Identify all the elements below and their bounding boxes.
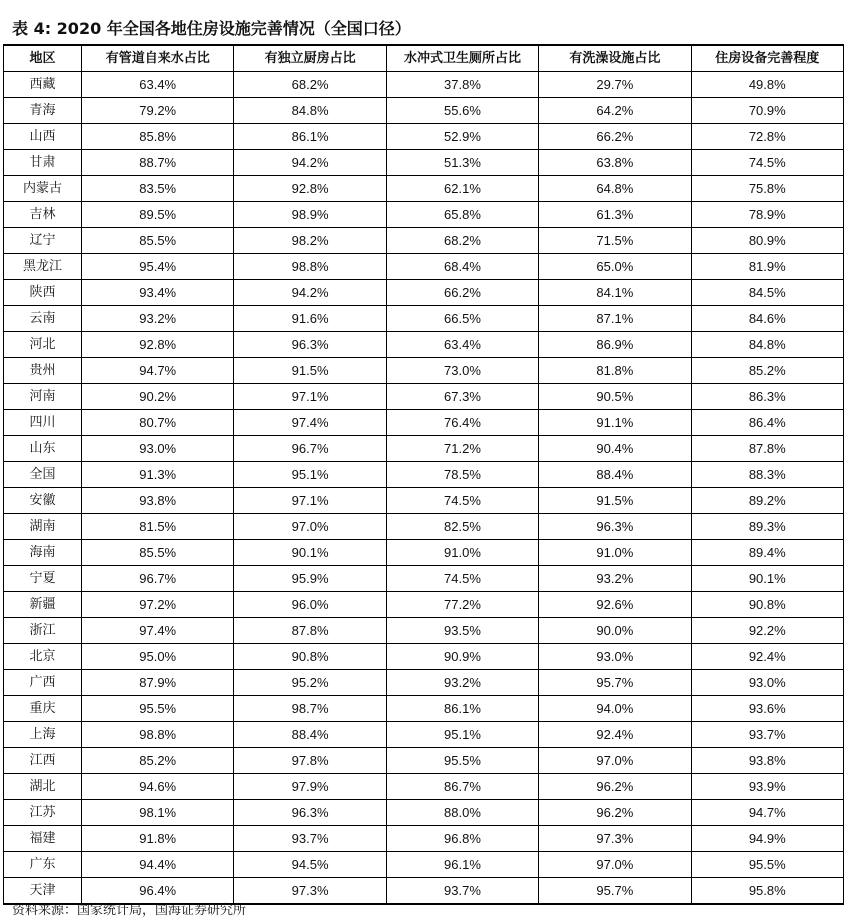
flush-toilet-cell: 65.8% (386, 202, 538, 228)
table-row (4, 150, 844, 176)
flush-toilet-cell: 67.3% (386, 384, 538, 410)
completeness-cell: 75.8% (691, 176, 843, 202)
region-cell: 江西 (4, 748, 82, 774)
flush-toilet-cell: 71.2% (386, 436, 538, 462)
flush-toilet-cell: 37.8% (386, 72, 538, 98)
flush-toilet-cell: 91.0% (386, 540, 538, 566)
completeness-cell: 89.4% (691, 540, 843, 566)
table-row (4, 462, 844, 488)
table-row (4, 72, 844, 98)
flush-toilet-cell: 52.9% (386, 124, 538, 150)
bathing-cell: 95.7% (539, 878, 691, 905)
completeness-cell: 86.3% (691, 384, 843, 410)
kitchen-cell: 97.1% (234, 488, 386, 514)
flush-toilet-cell: 68.2% (386, 228, 538, 254)
flush-toilet-cell: 68.4% (386, 254, 538, 280)
table-row (4, 540, 844, 566)
bathing-cell: 91.5% (539, 488, 691, 514)
region-cell: 浙江 (4, 618, 82, 644)
completeness-cell: 49.8% (691, 72, 843, 98)
piped-water-cell: 93.0% (82, 436, 234, 462)
completeness-cell: 93.0% (691, 670, 843, 696)
table-row (4, 748, 844, 774)
completeness-cell: 85.2% (691, 358, 843, 384)
region-cell: 福建 (4, 826, 82, 852)
kitchen-cell: 98.2% (234, 228, 386, 254)
table-row (4, 852, 844, 878)
bathing-cell: 97.3% (539, 826, 691, 852)
bathing-cell: 29.7% (539, 72, 691, 98)
table-row (4, 774, 844, 800)
completeness-cell: 94.9% (691, 826, 843, 852)
completeness-cell: 74.5% (691, 150, 843, 176)
piped-water-cell: 95.5% (82, 696, 234, 722)
bathing-cell: 66.2% (539, 124, 691, 150)
piped-water-cell: 85.8% (82, 124, 234, 150)
bathing-cell: 93.2% (539, 566, 691, 592)
piped-water-cell: 98.8% (82, 722, 234, 748)
piped-water-cell: 93.4% (82, 280, 234, 306)
kitchen-cell: 95.1% (234, 462, 386, 488)
bathing-cell: 97.0% (539, 748, 691, 774)
bathing-cell: 90.5% (539, 384, 691, 410)
table-row (4, 254, 844, 280)
table-header (4, 45, 844, 72)
region-cell: 江苏 (4, 800, 82, 826)
flush-toilet-cell: 55.6% (386, 98, 538, 124)
region-cell: 山西 (4, 124, 82, 150)
table-row (4, 410, 844, 436)
region-cell: 内蒙古 (4, 176, 82, 202)
completeness-cell: 88.3% (691, 462, 843, 488)
table-row (4, 826, 844, 852)
region-cell: 安徽 (4, 488, 82, 514)
completeness-cell: 90.8% (691, 592, 843, 618)
kitchen-cell: 93.7% (234, 826, 386, 852)
piped-water-cell: 63.4% (82, 72, 234, 98)
kitchen-cell: 94.2% (234, 150, 386, 176)
kitchen-cell: 97.9% (234, 774, 386, 800)
region-cell: 河北 (4, 332, 82, 358)
flush-toilet-cell: 95.1% (386, 722, 538, 748)
completeness-cell: 92.2% (691, 618, 843, 644)
bathing-cell: 64.8% (539, 176, 691, 202)
piped-water-cell: 85.5% (82, 228, 234, 254)
table-row (4, 98, 844, 124)
kitchen-cell: 90.8% (234, 644, 386, 670)
kitchen-cell: 97.8% (234, 748, 386, 774)
region-cell: 黑龙江 (4, 254, 82, 280)
flush-toilet-cell: 86.7% (386, 774, 538, 800)
kitchen-cell: 87.8% (234, 618, 386, 644)
region-cell: 四川 (4, 410, 82, 436)
flush-toilet-cell: 51.3% (386, 150, 538, 176)
completeness-cell: 86.4% (691, 410, 843, 436)
kitchen-cell: 97.1% (234, 384, 386, 410)
kitchen-cell: 91.6% (234, 306, 386, 332)
piped-water-cell: 91.3% (82, 462, 234, 488)
bathing-cell: 65.0% (539, 254, 691, 280)
bathing-cell: 71.5% (539, 228, 691, 254)
kitchen-cell: 97.0% (234, 514, 386, 540)
completeness-cell: 70.9% (691, 98, 843, 124)
completeness-cell: 94.7% (691, 800, 843, 826)
table-row (4, 592, 844, 618)
bathing-cell: 91.1% (539, 410, 691, 436)
column-header-region: 地区 (4, 45, 82, 72)
piped-water-cell: 79.2% (82, 98, 234, 124)
bathing-cell: 96.3% (539, 514, 691, 540)
completeness-cell: 92.4% (691, 644, 843, 670)
bathing-cell: 96.2% (539, 774, 691, 800)
column-header-piped-water: 有管道自来水占比 (82, 45, 234, 72)
completeness-cell: 90.1% (691, 566, 843, 592)
flush-toilet-cell: 74.5% (386, 488, 538, 514)
kitchen-cell: 86.1% (234, 124, 386, 150)
completeness-cell: 84.6% (691, 306, 843, 332)
kitchen-cell: 88.4% (234, 722, 386, 748)
completeness-cell: 87.8% (691, 436, 843, 462)
table-row (4, 618, 844, 644)
table-title: 表 4: 2020 年全国各地住房设施完善情况（全国口径） (12, 19, 411, 38)
piped-water-cell: 89.5% (82, 202, 234, 228)
bathing-cell: 95.7% (539, 670, 691, 696)
region-cell: 甘肃 (4, 150, 82, 176)
table-row (4, 722, 844, 748)
bathing-cell: 92.6% (539, 592, 691, 618)
flush-toilet-cell: 62.1% (386, 176, 538, 202)
kitchen-cell: 98.8% (234, 254, 386, 280)
completeness-cell: 72.8% (691, 124, 843, 150)
kitchen-cell: 96.3% (234, 800, 386, 826)
kitchen-cell: 97.3% (234, 878, 386, 905)
column-header-completeness: 住房设备完善程度 (691, 45, 843, 72)
flush-toilet-cell: 74.5% (386, 566, 538, 592)
region-cell: 云南 (4, 306, 82, 332)
flush-toilet-cell: 66.5% (386, 306, 538, 332)
bathing-cell: 61.3% (539, 202, 691, 228)
flush-toilet-cell: 88.0% (386, 800, 538, 826)
piped-water-cell: 83.5% (82, 176, 234, 202)
piped-water-cell: 81.5% (82, 514, 234, 540)
kitchen-cell: 90.1% (234, 540, 386, 566)
piped-water-cell: 97.4% (82, 618, 234, 644)
column-header-bathing: 有洗澡设施占比 (539, 45, 691, 72)
flush-toilet-cell: 77.2% (386, 592, 538, 618)
flush-toilet-cell: 93.2% (386, 670, 538, 696)
bathing-cell: 92.4% (539, 722, 691, 748)
piped-water-cell: 90.2% (82, 384, 234, 410)
completeness-cell: 84.5% (691, 280, 843, 306)
flush-toilet-cell: 78.5% (386, 462, 538, 488)
piped-water-cell: 85.5% (82, 540, 234, 566)
kitchen-cell: 92.8% (234, 176, 386, 202)
region-cell: 天津 (4, 878, 82, 905)
piped-water-cell: 96.4% (82, 878, 234, 905)
piped-water-cell: 98.1% (82, 800, 234, 826)
region-cell: 上海 (4, 722, 82, 748)
bathing-cell: 64.2% (539, 98, 691, 124)
piped-water-cell: 92.8% (82, 332, 234, 358)
table-row (4, 124, 844, 150)
region-cell: 湖南 (4, 514, 82, 540)
table-row (4, 228, 844, 254)
table-row (4, 436, 844, 462)
completeness-cell: 93.8% (691, 748, 843, 774)
bathing-cell: 86.9% (539, 332, 691, 358)
region-cell: 贵州 (4, 358, 82, 384)
completeness-cell: 89.2% (691, 488, 843, 514)
kitchen-cell: 98.7% (234, 696, 386, 722)
piped-water-cell: 97.2% (82, 592, 234, 618)
region-cell: 陕西 (4, 280, 82, 306)
region-cell: 青海 (4, 98, 82, 124)
region-cell: 广西 (4, 670, 82, 696)
piped-water-cell: 96.7% (82, 566, 234, 592)
region-cell: 重庆 (4, 696, 82, 722)
bathing-cell: 81.8% (539, 358, 691, 384)
piped-water-cell: 80.7% (82, 410, 234, 436)
piped-water-cell: 87.9% (82, 670, 234, 696)
completeness-cell: 84.8% (691, 332, 843, 358)
bathing-cell: 63.8% (539, 150, 691, 176)
bathing-cell: 90.0% (539, 618, 691, 644)
piped-water-cell: 95.4% (82, 254, 234, 280)
kitchen-cell: 94.2% (234, 280, 386, 306)
table-row (4, 644, 844, 670)
region-cell: 宁夏 (4, 566, 82, 592)
kitchen-cell: 96.7% (234, 436, 386, 462)
region-cell: 吉林 (4, 202, 82, 228)
bathing-cell: 96.2% (539, 800, 691, 826)
kitchen-cell: 94.5% (234, 852, 386, 878)
piped-water-cell: 94.6% (82, 774, 234, 800)
table-row (4, 384, 844, 410)
bathing-cell: 90.4% (539, 436, 691, 462)
piped-water-cell: 95.0% (82, 644, 234, 670)
piped-water-cell: 88.7% (82, 150, 234, 176)
column-header-kitchen: 有独立厨房占比 (234, 45, 386, 72)
bathing-cell: 93.0% (539, 644, 691, 670)
region-cell: 北京 (4, 644, 82, 670)
flush-toilet-cell: 93.7% (386, 878, 538, 905)
completeness-cell: 93.9% (691, 774, 843, 800)
flush-toilet-cell: 82.5% (386, 514, 538, 540)
piped-water-cell: 94.7% (82, 358, 234, 384)
region-cell: 全国 (4, 462, 82, 488)
kitchen-cell: 96.0% (234, 592, 386, 618)
table-row (4, 488, 844, 514)
table-row (4, 358, 844, 384)
flush-toilet-cell: 95.5% (386, 748, 538, 774)
table-row (4, 202, 844, 228)
completeness-cell: 95.5% (691, 852, 843, 878)
completeness-cell: 81.9% (691, 254, 843, 280)
flush-toilet-cell: 63.4% (386, 332, 538, 358)
kitchen-cell: 96.3% (234, 332, 386, 358)
kitchen-cell: 68.2% (234, 72, 386, 98)
completeness-cell: 93.7% (691, 722, 843, 748)
completeness-cell: 93.6% (691, 696, 843, 722)
kitchen-cell: 95.2% (234, 670, 386, 696)
column-header-flush-toilet: 水冲式卫生厕所占比 (386, 45, 538, 72)
region-cell: 辽宁 (4, 228, 82, 254)
flush-toilet-cell: 93.5% (386, 618, 538, 644)
region-cell: 海南 (4, 540, 82, 566)
table-row (4, 306, 844, 332)
bathing-cell: 84.1% (539, 280, 691, 306)
table-row (4, 176, 844, 202)
region-cell: 湖北 (4, 774, 82, 800)
header-row (4, 45, 844, 72)
flush-toilet-cell: 96.1% (386, 852, 538, 878)
flush-toilet-cell: 90.9% (386, 644, 538, 670)
completeness-cell: 80.9% (691, 228, 843, 254)
piped-water-cell: 93.2% (82, 306, 234, 332)
kitchen-cell: 84.8% (234, 98, 386, 124)
table-row (4, 800, 844, 826)
flush-toilet-cell: 66.2% (386, 280, 538, 306)
bathing-cell: 94.0% (539, 696, 691, 722)
kitchen-cell: 91.5% (234, 358, 386, 384)
piped-water-cell: 91.8% (82, 826, 234, 852)
table-row (4, 514, 844, 540)
table-row (4, 332, 844, 358)
table-row (4, 670, 844, 696)
flush-toilet-cell: 96.8% (386, 826, 538, 852)
flush-toilet-cell: 86.1% (386, 696, 538, 722)
completeness-cell: 89.3% (691, 514, 843, 540)
table-row (4, 566, 844, 592)
bathing-cell: 97.0% (539, 852, 691, 878)
completeness-cell: 95.8% (691, 878, 843, 905)
completeness-cell: 78.9% (691, 202, 843, 228)
kitchen-cell: 97.4% (234, 410, 386, 436)
region-cell: 广东 (4, 852, 82, 878)
flush-toilet-cell: 76.4% (386, 410, 538, 436)
piped-water-cell: 93.8% (82, 488, 234, 514)
bathing-cell: 88.4% (539, 462, 691, 488)
table-body (4, 72, 844, 905)
table-row (4, 280, 844, 306)
bathing-cell: 91.0% (539, 540, 691, 566)
piped-water-cell: 94.4% (82, 852, 234, 878)
region-cell: 山东 (4, 436, 82, 462)
table-row (4, 878, 844, 905)
flush-toilet-cell: 73.0% (386, 358, 538, 384)
source-note: 资料来源：国家统计局，国海证券研究所 (12, 903, 247, 918)
piped-water-cell: 85.2% (82, 748, 234, 774)
region-cell: 新疆 (4, 592, 82, 618)
table-row (4, 696, 844, 722)
region-cell: 西藏 (4, 72, 82, 98)
kitchen-cell: 95.9% (234, 566, 386, 592)
bathing-cell: 87.1% (539, 306, 691, 332)
region-cell: 河南 (4, 384, 82, 410)
housing-facilities-table (3, 44, 844, 905)
kitchen-cell: 98.9% (234, 202, 386, 228)
